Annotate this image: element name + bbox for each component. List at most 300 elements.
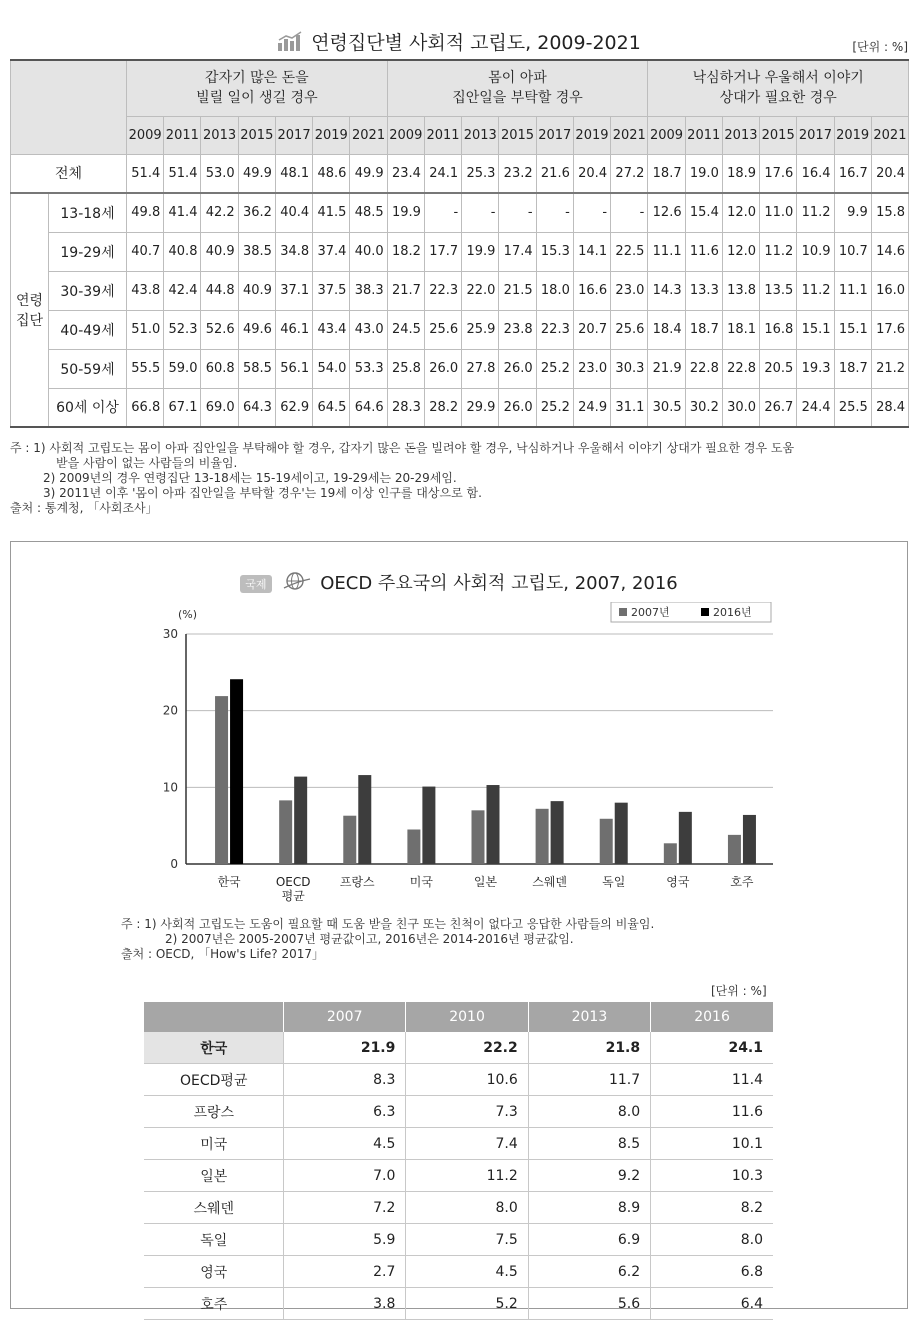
value-cell: 14.1 xyxy=(573,232,610,271)
value-cell: 20.7 xyxy=(573,310,610,349)
value-cell: 15.1 xyxy=(834,310,871,349)
table1-unit: [단위 : %] xyxy=(852,40,908,54)
x-tick-label: 평균 xyxy=(281,889,305,902)
value-cell: 64.5 xyxy=(313,388,350,427)
international-comparison-box xyxy=(10,541,908,1313)
age-row xyxy=(11,193,909,232)
value-cell: 36.2 xyxy=(238,193,275,232)
value-cell: 16.6 xyxy=(573,271,610,310)
column-header: 2013 xyxy=(528,1002,650,1032)
row-label: 스웨덴 xyxy=(144,1192,284,1224)
value-cell: 8.5 xyxy=(528,1128,650,1160)
value-cell: 48.6 xyxy=(313,154,350,193)
bar xyxy=(679,812,692,864)
value-cell: 7.5 xyxy=(406,1224,528,1256)
y-tick-label: 20 xyxy=(162,703,178,718)
value-cell: 13.8 xyxy=(722,271,759,310)
bar xyxy=(343,816,356,864)
group-header-line: 빌릴 일이 생길 경우 xyxy=(196,90,318,107)
value-cell: 53.0 xyxy=(201,154,238,193)
value-cell: 48.5 xyxy=(350,193,387,232)
value-cell: 21.9 xyxy=(284,1032,406,1064)
value-cell: 6.9 xyxy=(528,1224,650,1256)
bar xyxy=(743,815,756,864)
bar xyxy=(407,830,420,865)
value-cell: 11.6 xyxy=(685,232,722,271)
value-cell: 41.5 xyxy=(313,193,350,232)
value-cell: 40.7 xyxy=(127,232,164,271)
value-cell: 31.1 xyxy=(611,388,648,427)
value-cell: 44.8 xyxy=(201,271,238,310)
bar xyxy=(551,801,564,864)
bar xyxy=(472,810,485,864)
bar xyxy=(294,777,307,864)
legend-swatch xyxy=(619,608,627,616)
row-label: 60세 이상 xyxy=(49,388,127,427)
chart-notes xyxy=(121,917,881,962)
value-cell: 21.5 xyxy=(499,271,536,310)
note-line: 3) 2011년 이후 '몸이 아파 집안일을 부탁할 경우'는 19세 이상 인구를 대상으로 함. xyxy=(43,486,482,500)
value-cell: 18.9 xyxy=(722,154,759,193)
group-header-line: 몸이 아파 xyxy=(488,70,547,87)
bar xyxy=(728,835,741,864)
value-cell: 43.0 xyxy=(350,310,387,349)
value-cell: 10.7 xyxy=(834,232,871,271)
value-cell: 41.4 xyxy=(164,193,201,232)
value-cell: 11.1 xyxy=(648,232,685,271)
row-label: 영국 xyxy=(144,1256,284,1288)
value-cell: 60.8 xyxy=(201,349,238,388)
value-cell: 17.4 xyxy=(499,232,536,271)
value-cell: 23.0 xyxy=(573,349,610,388)
table1-title xyxy=(0,28,918,56)
note-line: 출처 : OECD, 「How's Life? 2017」 xyxy=(121,947,325,961)
value-cell: 5.2 xyxy=(406,1288,528,1320)
group-header-line: 낙심하거나 우울해서 이야기 xyxy=(692,70,864,87)
year-header: 2013 xyxy=(722,116,759,154)
value-cell: 6.4 xyxy=(651,1288,773,1320)
y-tick-label: 10 xyxy=(162,780,178,795)
value-cell: 14.3 xyxy=(648,271,685,310)
value-cell: 21.7 xyxy=(387,271,424,310)
value-cell: 7.0 xyxy=(284,1160,406,1192)
value-cell: - xyxy=(462,193,499,232)
year-header: 2017 xyxy=(275,116,312,154)
age-row xyxy=(11,388,909,427)
value-cell: 53.3 xyxy=(350,349,387,388)
value-cell: 11.4 xyxy=(651,1064,773,1096)
year-header: 2017 xyxy=(536,116,573,154)
table1-notes xyxy=(10,441,910,516)
value-cell: 22.8 xyxy=(722,349,759,388)
value-cell: 6.3 xyxy=(284,1096,406,1128)
value-cell: 28.3 xyxy=(387,388,424,427)
legend-swatch xyxy=(701,608,709,616)
row-label: 일본 xyxy=(144,1160,284,1192)
value-cell: 38.3 xyxy=(350,271,387,310)
value-cell: 64.3 xyxy=(238,388,275,427)
table-row xyxy=(144,1128,774,1160)
value-cell: 22.3 xyxy=(536,310,573,349)
value-cell: 10.6 xyxy=(406,1064,528,1096)
year-header: 2021 xyxy=(871,116,908,154)
value-cell: - xyxy=(536,193,573,232)
group-header-1 xyxy=(127,60,388,116)
value-cell: 26.7 xyxy=(760,388,797,427)
table-row xyxy=(144,1032,774,1064)
table-row xyxy=(144,1096,774,1128)
table-row xyxy=(144,1224,774,1256)
column-header: 2010 xyxy=(406,1002,528,1032)
value-cell: 22.0 xyxy=(462,271,499,310)
value-cell: 7.3 xyxy=(406,1096,528,1128)
note-line: 받을 사람이 없는 사람들의 비율임. xyxy=(56,456,238,470)
value-cell: 25.8 xyxy=(387,349,424,388)
row-label: 50-59세 xyxy=(49,349,127,388)
value-cell: 28.2 xyxy=(424,388,461,427)
value-cell: 49.6 xyxy=(238,310,275,349)
year-header: 2019 xyxy=(313,116,350,154)
bar xyxy=(215,696,228,864)
value-cell: 24.1 xyxy=(424,154,461,193)
age-row xyxy=(11,232,909,271)
value-cell: 5.9 xyxy=(284,1224,406,1256)
value-cell: 24.5 xyxy=(387,310,424,349)
value-cell: 30.3 xyxy=(611,349,648,388)
bar-chart-icon xyxy=(277,31,303,56)
row-label: 프랑스 xyxy=(144,1096,284,1128)
value-cell: 22.3 xyxy=(424,271,461,310)
value-cell: 23.4 xyxy=(387,154,424,193)
value-cell: 27.8 xyxy=(462,349,499,388)
row-label: 미국 xyxy=(144,1128,284,1160)
row-label: 30-39세 xyxy=(49,271,127,310)
bar xyxy=(487,785,500,864)
age-group-label xyxy=(11,193,49,427)
value-cell: 42.2 xyxy=(201,193,238,232)
note-line: 2) 2007년은 2005-2007년 평균값이고, 2016년은 2014-2016년 평균값임. xyxy=(165,932,574,946)
y-axis-label: (%) xyxy=(178,608,198,621)
value-cell: 37.4 xyxy=(313,232,350,271)
value-cell: 6.2 xyxy=(528,1256,650,1288)
value-cell: 4.5 xyxy=(284,1128,406,1160)
x-tick-label: 미국 xyxy=(409,875,433,889)
chart-title xyxy=(11,569,907,598)
table1-corner-cell xyxy=(11,60,127,154)
value-cell: 18.2 xyxy=(387,232,424,271)
value-cell: 26.0 xyxy=(424,349,461,388)
value-cell: 67.1 xyxy=(164,388,201,427)
note-line: 2) 2009년의 경우 연령집단 13-18세는 15-19세이고, 19-29세는 20-29세임. xyxy=(43,471,457,485)
international-badge: 국제 xyxy=(240,575,271,593)
bar xyxy=(422,787,435,864)
age-row xyxy=(11,349,909,388)
value-cell: 40.0 xyxy=(350,232,387,271)
table-row xyxy=(144,1256,774,1288)
value-cell: 8.3 xyxy=(284,1064,406,1096)
value-cell: 15.3 xyxy=(536,232,573,271)
bar xyxy=(600,819,613,864)
year-header: 2019 xyxy=(834,116,871,154)
legend-label: 2016년 xyxy=(713,606,752,619)
value-cell: 10.9 xyxy=(797,232,834,271)
table-row xyxy=(144,1160,774,1192)
value-cell: 58.5 xyxy=(238,349,275,388)
value-cell: 22.8 xyxy=(685,349,722,388)
bar xyxy=(664,843,677,864)
value-cell: 23.2 xyxy=(499,154,536,193)
value-cell: 43.8 xyxy=(127,271,164,310)
age-group-label-line: 연령 xyxy=(15,293,44,309)
value-cell: 8.9 xyxy=(528,1192,650,1224)
bar xyxy=(536,809,549,864)
value-cell: 28.4 xyxy=(871,388,908,427)
bar xyxy=(230,679,243,864)
row-label: 19-29세 xyxy=(49,232,127,271)
value-cell: 13.5 xyxy=(760,271,797,310)
column-header: 2016 xyxy=(651,1002,773,1032)
row-label: 40-49세 xyxy=(49,310,127,349)
group-header-line: 갑자기 많은 돈을 xyxy=(205,70,309,87)
oecd-isolation-bar-chart xyxy=(141,602,781,902)
value-cell: 4.5 xyxy=(406,1256,528,1288)
value-cell: 51.4 xyxy=(164,154,201,193)
value-cell: 11.2 xyxy=(406,1160,528,1192)
value-cell: 51.4 xyxy=(127,154,164,193)
row-label: 호주 xyxy=(144,1288,284,1320)
value-cell: 18.7 xyxy=(834,349,871,388)
value-cell: - xyxy=(611,193,648,232)
column-header xyxy=(144,1002,284,1032)
year-header: 2015 xyxy=(760,116,797,154)
x-tick-label: 독일 xyxy=(602,875,626,889)
value-cell: 20.4 xyxy=(871,154,908,193)
value-cell: 22.2 xyxy=(406,1032,528,1064)
value-cell: 52.6 xyxy=(201,310,238,349)
value-cell: 12.0 xyxy=(722,193,759,232)
value-cell: 18.4 xyxy=(648,310,685,349)
year-header: 2011 xyxy=(164,116,201,154)
value-cell: 16.4 xyxy=(797,154,834,193)
value-cell: 25.6 xyxy=(611,310,648,349)
value-cell: 10.3 xyxy=(651,1160,773,1192)
value-cell: 19.9 xyxy=(387,193,424,232)
value-cell: 25.5 xyxy=(834,388,871,427)
value-cell: 21.6 xyxy=(536,154,573,193)
value-cell: 15.4 xyxy=(685,193,722,232)
value-cell: 21.2 xyxy=(871,349,908,388)
x-tick-label: 영국 xyxy=(666,875,690,889)
bar xyxy=(358,775,371,864)
age-row xyxy=(11,310,909,349)
value-cell: 55.5 xyxy=(127,349,164,388)
value-cell: 15.1 xyxy=(797,310,834,349)
value-cell: 59.0 xyxy=(164,349,201,388)
row-label: OECD평균 xyxy=(144,1064,284,1096)
value-cell: 9.2 xyxy=(528,1160,650,1192)
value-cell: 30.5 xyxy=(648,388,685,427)
total-row xyxy=(11,154,909,193)
year-header: 2021 xyxy=(350,116,387,154)
value-cell: - xyxy=(499,193,536,232)
value-cell: 25.6 xyxy=(424,310,461,349)
value-cell: 56.1 xyxy=(275,349,312,388)
table1-title-text: 연령집단별 사회적 고립도, 2009-2021 xyxy=(311,32,641,54)
year-header: 2019 xyxy=(573,116,610,154)
value-cell: 29.9 xyxy=(462,388,499,427)
group-header-line: 상대가 필요한 경우 xyxy=(719,90,837,107)
value-cell: 21.8 xyxy=(528,1032,650,1064)
value-cell: 18.7 xyxy=(648,154,685,193)
value-cell: 11.0 xyxy=(760,193,797,232)
value-cell: 3.8 xyxy=(284,1288,406,1320)
x-tick-label: 일본 xyxy=(473,875,498,889)
globe-icon xyxy=(282,571,312,598)
value-cell: 30.0 xyxy=(722,388,759,427)
year-header: 2021 xyxy=(611,116,648,154)
value-cell: 34.8 xyxy=(275,232,312,271)
value-cell: 62.9 xyxy=(275,388,312,427)
value-cell: 46.1 xyxy=(275,310,312,349)
value-cell: 40.4 xyxy=(275,193,312,232)
year-header: 2017 xyxy=(797,116,834,154)
table2-unit: [단위 : %] xyxy=(711,984,767,998)
value-cell: 8.0 xyxy=(406,1192,528,1224)
value-cell: 48.1 xyxy=(275,154,312,193)
value-cell: 19.3 xyxy=(797,349,834,388)
legend-label: 2007년 xyxy=(631,606,670,619)
value-cell: 51.0 xyxy=(127,310,164,349)
table-row xyxy=(144,1192,774,1224)
value-cell: 7.4 xyxy=(406,1128,528,1160)
value-cell: 11.7 xyxy=(528,1064,650,1096)
value-cell: 14.6 xyxy=(871,232,908,271)
year-header: 2013 xyxy=(462,116,499,154)
value-cell: 26.0 xyxy=(499,388,536,427)
group-header-2 xyxy=(387,60,648,116)
note-line: 주 : 1) 사회적 고립도는 도움이 필요할 때 도움 받을 친구 또는 친척이 없다고 응답한 사람들의 비율임. xyxy=(121,917,655,931)
value-cell: 66.8 xyxy=(127,388,164,427)
group-header-3 xyxy=(648,60,909,116)
value-cell: 24.4 xyxy=(797,388,834,427)
value-cell: 24.1 xyxy=(651,1032,773,1064)
value-cell: 64.6 xyxy=(350,388,387,427)
value-cell: 24.9 xyxy=(573,388,610,427)
age-row xyxy=(11,271,909,310)
value-cell: 18.0 xyxy=(536,271,573,310)
value-cell: 6.8 xyxy=(651,1256,773,1288)
value-cell: 26.0 xyxy=(499,349,536,388)
value-cell: 18.1 xyxy=(722,310,759,349)
value-cell: 16.8 xyxy=(760,310,797,349)
value-cell: 2.7 xyxy=(284,1256,406,1288)
value-cell: 15.8 xyxy=(871,193,908,232)
row-label: 전체 xyxy=(11,154,127,193)
row-label: 한국 xyxy=(144,1032,284,1064)
oecd-isolation-table xyxy=(143,1002,773,1320)
value-cell: 40.9 xyxy=(238,271,275,310)
column-header: 2007 xyxy=(284,1002,406,1032)
value-cell: 37.1 xyxy=(275,271,312,310)
chart-title-text: OECD 주요국의 사회적 고립도, 2007, 2016 xyxy=(320,573,678,594)
value-cell: 17.7 xyxy=(424,232,461,271)
value-cell: 23.8 xyxy=(499,310,536,349)
value-cell: 40.9 xyxy=(201,232,238,271)
y-tick-label: 30 xyxy=(162,627,178,641)
bar xyxy=(615,803,628,864)
x-tick-label: 프랑스 xyxy=(339,875,375,889)
value-cell: 38.5 xyxy=(238,232,275,271)
value-cell: 11.1 xyxy=(834,271,871,310)
x-tick-label: 호주 xyxy=(730,875,754,889)
value-cell: 21.9 xyxy=(648,349,685,388)
year-header: 2013 xyxy=(201,116,238,154)
y-tick-label: 0 xyxy=(170,857,178,871)
value-cell: 8.2 xyxy=(651,1192,773,1224)
value-cell: 20.5 xyxy=(760,349,797,388)
value-cell: 19.9 xyxy=(462,232,499,271)
x-tick-label: 한국 xyxy=(217,875,241,889)
value-cell: 5.6 xyxy=(528,1288,650,1320)
value-cell: - xyxy=(573,193,610,232)
value-cell: 11.2 xyxy=(760,232,797,271)
value-cell: 18.7 xyxy=(685,310,722,349)
value-cell: 42.4 xyxy=(164,271,201,310)
value-cell: 8.0 xyxy=(528,1096,650,1128)
value-cell: 49.9 xyxy=(350,154,387,193)
value-cell: 8.0 xyxy=(651,1224,773,1256)
value-cell: 12.0 xyxy=(722,232,759,271)
value-cell: 11.2 xyxy=(797,193,834,232)
value-cell: 20.4 xyxy=(573,154,610,193)
value-cell: 16.7 xyxy=(834,154,871,193)
note-line: 주 : 1) 사회적 고립도는 몸이 아파 집안일을 부탁해야 할 경우, 갑자기 많은 돈을 빌려야 할 경우, 낙심하거나 우울해서 이야기 상대가 필요한 경우 도움 xyxy=(10,441,795,455)
value-cell: 37.5 xyxy=(313,271,350,310)
value-cell: 69.0 xyxy=(201,388,238,427)
value-cell: 11.6 xyxy=(651,1096,773,1128)
social-isolation-by-age-table xyxy=(10,59,909,428)
value-cell: 11.2 xyxy=(797,271,834,310)
value-cell: 40.8 xyxy=(164,232,201,271)
value-cell: 22.5 xyxy=(611,232,648,271)
value-cell: 49.9 xyxy=(238,154,275,193)
row-label: 13-18세 xyxy=(49,193,127,232)
value-cell: 25.2 xyxy=(536,349,573,388)
value-cell: 52.3 xyxy=(164,310,201,349)
bar xyxy=(279,800,292,864)
table-row xyxy=(144,1064,774,1096)
x-tick-label: OECD xyxy=(275,875,311,889)
value-cell: 17.6 xyxy=(871,310,908,349)
group-header-line: 집안일을 부탁할 경우 xyxy=(452,90,583,107)
value-cell: 16.0 xyxy=(871,271,908,310)
year-header: 2011 xyxy=(685,116,722,154)
age-group-label-line: 집단 xyxy=(15,313,44,329)
year-header: 2011 xyxy=(424,116,461,154)
value-cell: 43.4 xyxy=(313,310,350,349)
year-header: 2015 xyxy=(238,116,275,154)
value-cell: 25.3 xyxy=(462,154,499,193)
value-cell: 17.6 xyxy=(760,154,797,193)
value-cell: 7.2 xyxy=(284,1192,406,1224)
year-header: 2015 xyxy=(499,116,536,154)
value-cell: 19.0 xyxy=(685,154,722,193)
value-cell: 10.1 xyxy=(651,1128,773,1160)
value-cell: - xyxy=(424,193,461,232)
row-label: 독일 xyxy=(144,1224,284,1256)
value-cell: 27.2 xyxy=(611,154,648,193)
year-header: 2009 xyxy=(387,116,424,154)
